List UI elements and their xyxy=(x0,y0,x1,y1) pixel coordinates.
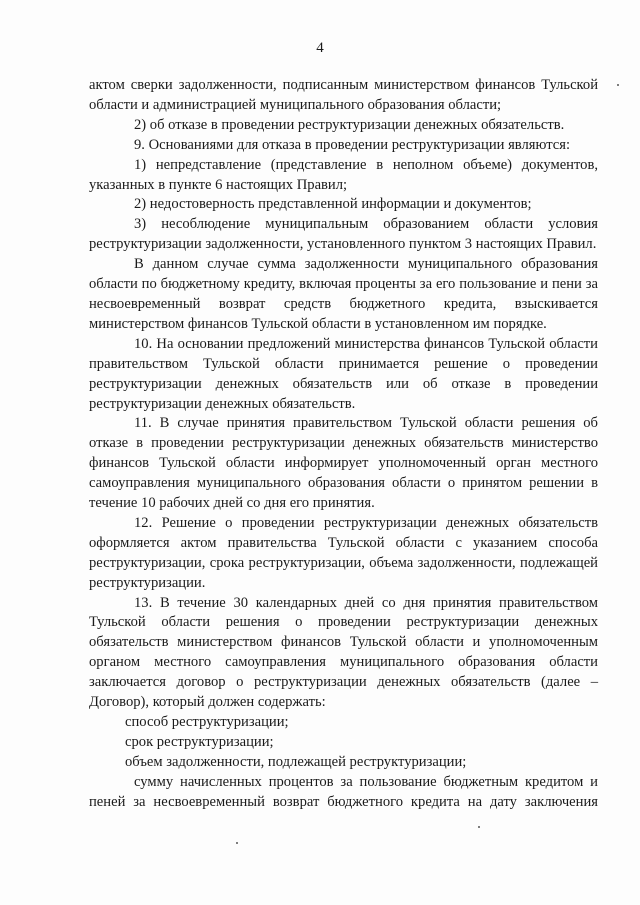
contract-item-term: срок реструктуризации; xyxy=(125,733,274,750)
scan-speck xyxy=(478,826,480,828)
contract-item-volume: объем задолженности, подлежащей реструктуризации; xyxy=(125,753,467,770)
paragraph-9-item-2: 2) недостоверность представленной информации и документов; xyxy=(134,196,532,213)
page-number: 4 xyxy=(316,40,324,56)
paragraph-recovery: В данном случае сумма задолженности муниципального образования области по бюджетному кредиту, включая проценты за его пользование и пени за несвоевременный возврат средств бюджетного кредита, взыскивается министерством финансов Тульской области в установленном им порядке. xyxy=(89,256,598,332)
paragraph-13: 13. В течение 30 календарных дней со дня принятия правительством Тульской области решения о проведении реструктуризации денежных обязательств министерством финансов Тульской области и уполномоченным органом местного самоуправления муниципального образования области заключается договор о реструктуризации денежных обязательств (далее – Договор), который должен содержать: xyxy=(89,594,598,711)
paragraph-continuation: актом сверки задолженности, подписанным министерством финансов Тульской области и администрацией муниципального образования области; xyxy=(89,77,598,113)
paragraph-12: 12. Решение о проведении реструктуризации денежных обязательств оформляется актом правительства Тульской области с указанием способа реструктуризации, срока реструктуризации, объема задолженности, подлежащей реструктуризации. xyxy=(89,514,598,591)
document-body xyxy=(89,76,598,813)
contract-item-method: способ реструктуризации; xyxy=(125,714,289,730)
paragraph-9-item-3: 3) несоблюдение муниципальным образованием области условия реструктуризации задолженности, установленного пунктом 3 настоящих Правил. xyxy=(89,216,598,253)
paragraph-9: 9. Основаниями для отказа в проведении реструктуризации являются: xyxy=(134,136,571,153)
scan-speck xyxy=(617,84,619,86)
paragraph-10: 10. На основании предложений министерства финансов Тульской области правительством Тульской области принимается решение о проведении реструктуризации денежных обязательств или об отказе в проведении реструктуризации денежных обязательств. xyxy=(89,335,598,412)
paragraph-11: 11. В случае принятия правительством Тульской области решения об отказе в проведении реструктуризации денежных обязательств министерство финансов Тульской области информирует уполномоченный орган местного самоуправления муниципального образования области о принятом решении в течение 10 рабочих дней со дня его принятия. xyxy=(89,415,598,512)
scan-speck xyxy=(236,842,238,844)
paragraph-9-item-1: 1) непредставление (представление в неполном объеме) документов, указанных в пункте 6 настоящих Правил; xyxy=(89,156,598,193)
contract-item-interest: сумму начисленных процентов за пользование бюджетным кредитом и пеней за несвоевременный возврат бюджетного кредита на дату заключения xyxy=(89,773,598,810)
paragraph-refusal-item: 2) об отказе в проведении реструктуризации денежных обязательств. xyxy=(134,116,565,133)
